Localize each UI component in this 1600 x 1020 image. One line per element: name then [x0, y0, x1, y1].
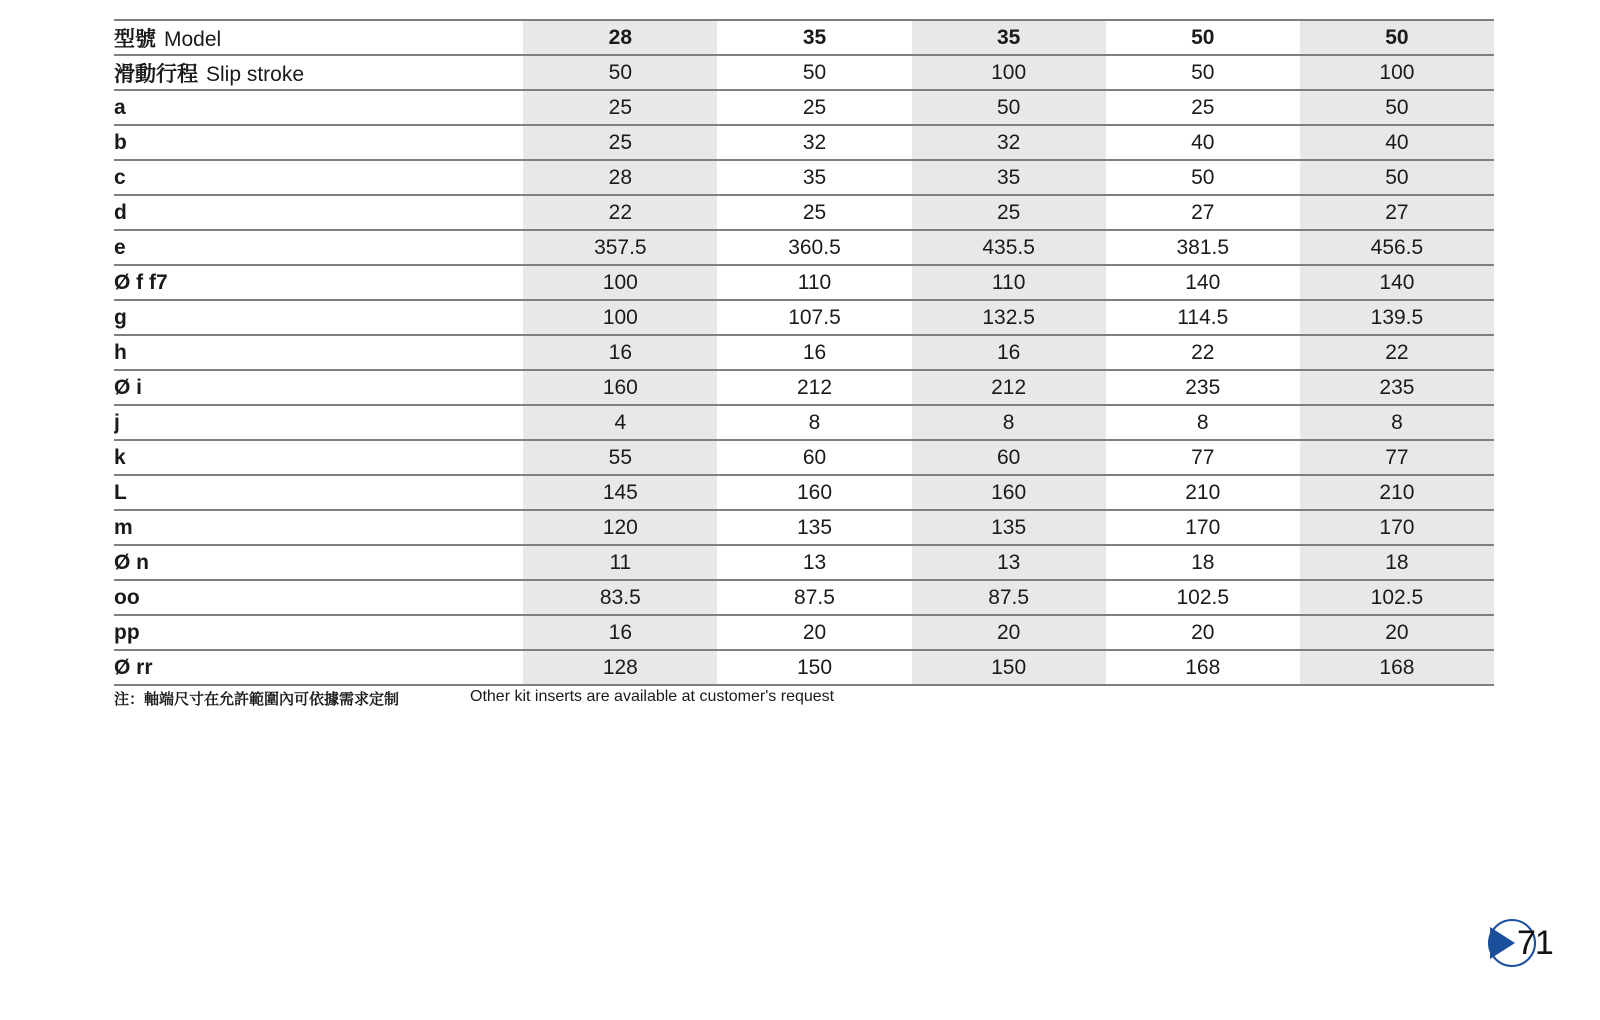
table-cell: 60 — [717, 440, 911, 475]
table-cell: 20 — [717, 615, 911, 650]
table-cell: 456.5 — [1300, 230, 1494, 265]
table-row — [114, 405, 1494, 440]
table-cell: 16 — [523, 615, 717, 650]
table-row — [114, 475, 1494, 510]
table-cell: 139.5 — [1300, 300, 1494, 335]
page-number-badge — [1487, 918, 1553, 968]
table-cell: 50 — [1106, 160, 1300, 195]
table-cell: 168 — [1106, 650, 1300, 685]
table-cell: 25 — [523, 125, 717, 160]
table-row-model — [114, 20, 1494, 55]
table-cell: 110 — [717, 265, 911, 300]
table-cell: 145 — [523, 475, 717, 510]
table-row — [114, 160, 1494, 195]
row-label: a — [114, 90, 523, 125]
stroke-cell: 50 — [523, 55, 717, 90]
table-cell: 27 — [1300, 195, 1494, 230]
table-cell: 40 — [1300, 125, 1494, 160]
table-row — [114, 615, 1494, 650]
stroke-cell: 100 — [912, 55, 1106, 90]
table-cell: 32 — [717, 125, 911, 160]
table-cell: 25 — [912, 195, 1106, 230]
table-cell: 150 — [717, 650, 911, 685]
row-label: h — [114, 335, 523, 370]
table-cell: 40 — [1106, 125, 1300, 160]
table-cell: 381.5 — [1106, 230, 1300, 265]
table-cell: 16 — [523, 335, 717, 370]
row-label-model-en: Model — [164, 27, 222, 51]
row-label: Ø f f7 — [114, 265, 523, 300]
row-label-stroke — [114, 55, 523, 90]
table-cell: 11 — [523, 545, 717, 580]
row-label: j — [114, 405, 523, 440]
table-cell: 4 — [523, 405, 717, 440]
footnote-en: Other kit inserts are available at customer's request — [470, 688, 835, 705]
row-label: k — [114, 440, 523, 475]
table-cell: 8 — [1300, 405, 1494, 440]
table-cell: 170 — [1300, 510, 1494, 545]
table-cell: 16 — [717, 335, 911, 370]
row-label: e — [114, 230, 523, 265]
row-label: m — [114, 510, 523, 545]
row-label-stroke-en: Slip stroke — [206, 62, 305, 86]
table-cell: 102.5 — [1300, 580, 1494, 615]
table-row — [114, 300, 1494, 335]
table-cell: 132.5 — [912, 300, 1106, 335]
table-cell: 22 — [1106, 335, 1300, 370]
table-cell: 210 — [1106, 475, 1300, 510]
model-cell: 35 — [717, 20, 911, 55]
table-cell: 50 — [1300, 160, 1494, 195]
table-cell: 102.5 — [1106, 580, 1300, 615]
table-row — [114, 195, 1494, 230]
table-cell: 60 — [912, 440, 1106, 475]
table-cell: 170 — [1106, 510, 1300, 545]
table-cell: 28 — [523, 160, 717, 195]
table-cell: 360.5 — [717, 230, 911, 265]
table-cell: 235 — [1300, 370, 1494, 405]
table-cell: 16 — [912, 335, 1106, 370]
table-cell: 135 — [717, 510, 911, 545]
row-label-stroke-cn: 滑動行程 — [114, 62, 198, 86]
table-cell: 50 — [912, 90, 1106, 125]
table-cell: 25 — [523, 90, 717, 125]
table-cell: 20 — [1300, 615, 1494, 650]
table-cell: 20 — [912, 615, 1106, 650]
table-row — [114, 90, 1494, 125]
table-cell: 212 — [912, 370, 1106, 405]
table-cell: 35 — [912, 160, 1106, 195]
table-cell: 107.5 — [717, 300, 911, 335]
table-cell: 35 — [717, 160, 911, 195]
table-cell: 160 — [717, 475, 911, 510]
table-cell: 87.5 — [912, 580, 1106, 615]
table-cell: 160 — [912, 475, 1106, 510]
table-cell: 212 — [717, 370, 911, 405]
row-label: L — [114, 475, 523, 510]
page-number: 71 — [1517, 924, 1553, 962]
table-row — [114, 125, 1494, 160]
table-cell: 55 — [523, 440, 717, 475]
model-cell: 50 — [1106, 20, 1300, 55]
table-row — [114, 510, 1494, 545]
table-cell: 100 — [523, 300, 717, 335]
table-cell: 100 — [523, 265, 717, 300]
table-cell: 13 — [717, 545, 911, 580]
table-cell: 22 — [523, 195, 717, 230]
row-label: Ø n — [114, 545, 523, 580]
table-row-stroke — [114, 55, 1494, 90]
table-cell: 8 — [1106, 405, 1300, 440]
table-cell: 140 — [1106, 265, 1300, 300]
table-row — [114, 580, 1494, 615]
table-row — [114, 650, 1494, 685]
table-cell: 114.5 — [1106, 300, 1300, 335]
spec-table — [114, 19, 1494, 686]
table-cell: 357.5 — [523, 230, 717, 265]
table-cell: 87.5 — [717, 580, 911, 615]
row-label: Ø rr — [114, 650, 523, 685]
table-cell: 135 — [912, 510, 1106, 545]
table-row — [114, 230, 1494, 265]
table-cell: 235 — [1106, 370, 1300, 405]
table-cell: 120 — [523, 510, 717, 545]
table-cell: 50 — [1300, 90, 1494, 125]
table-cell: 18 — [1300, 545, 1494, 580]
table-cell: 25 — [717, 90, 911, 125]
stroke-cell: 100 — [1300, 55, 1494, 90]
table-cell: 25 — [717, 195, 911, 230]
table-cell: 150 — [912, 650, 1106, 685]
row-label: pp — [114, 615, 523, 650]
table-cell: 128 — [523, 650, 717, 685]
stroke-cell: 50 — [717, 55, 911, 90]
table-cell: 20 — [1106, 615, 1300, 650]
table-cell: 18 — [1106, 545, 1300, 580]
table-row — [114, 335, 1494, 370]
table-cell: 27 — [1106, 195, 1300, 230]
row-label: d — [114, 195, 523, 230]
table-cell: 435.5 — [912, 230, 1106, 265]
model-cell: 50 — [1300, 20, 1494, 55]
row-label-model — [114, 20, 523, 55]
table-cell: 83.5 — [523, 580, 717, 615]
table-cell: 160 — [523, 370, 717, 405]
model-cell: 28 — [523, 20, 717, 55]
table-row — [114, 545, 1494, 580]
footnote-cjk: 注：軸端尺寸在允許範圍內可依據需求定制 — [114, 691, 400, 708]
table-cell: 32 — [912, 125, 1106, 160]
model-cell: 35 — [912, 20, 1106, 55]
table-cell: 25 — [1106, 90, 1300, 125]
table-row — [114, 370, 1494, 405]
table-cell: 168 — [1300, 650, 1494, 685]
table-cell: 8 — [717, 405, 911, 440]
table-cell: 140 — [1300, 265, 1494, 300]
table-cell: 13 — [912, 545, 1106, 580]
table-row — [114, 265, 1494, 300]
table-cell: 77 — [1300, 440, 1494, 475]
table-cell: 110 — [912, 265, 1106, 300]
row-label: oo — [114, 580, 523, 615]
stroke-cell: 50 — [1106, 55, 1300, 90]
row-label: b — [114, 125, 523, 160]
row-label: c — [114, 160, 523, 195]
row-label: Ø i — [114, 370, 523, 405]
table-cell: 77 — [1106, 440, 1300, 475]
table-cell: 8 — [912, 405, 1106, 440]
table-cell: 22 — [1300, 335, 1494, 370]
table-row — [114, 440, 1494, 475]
table-cell: 210 — [1300, 475, 1494, 510]
row-label: g — [114, 300, 523, 335]
row-label-model-cn: 型號 — [114, 27, 156, 51]
spec-table-body — [114, 20, 1494, 685]
